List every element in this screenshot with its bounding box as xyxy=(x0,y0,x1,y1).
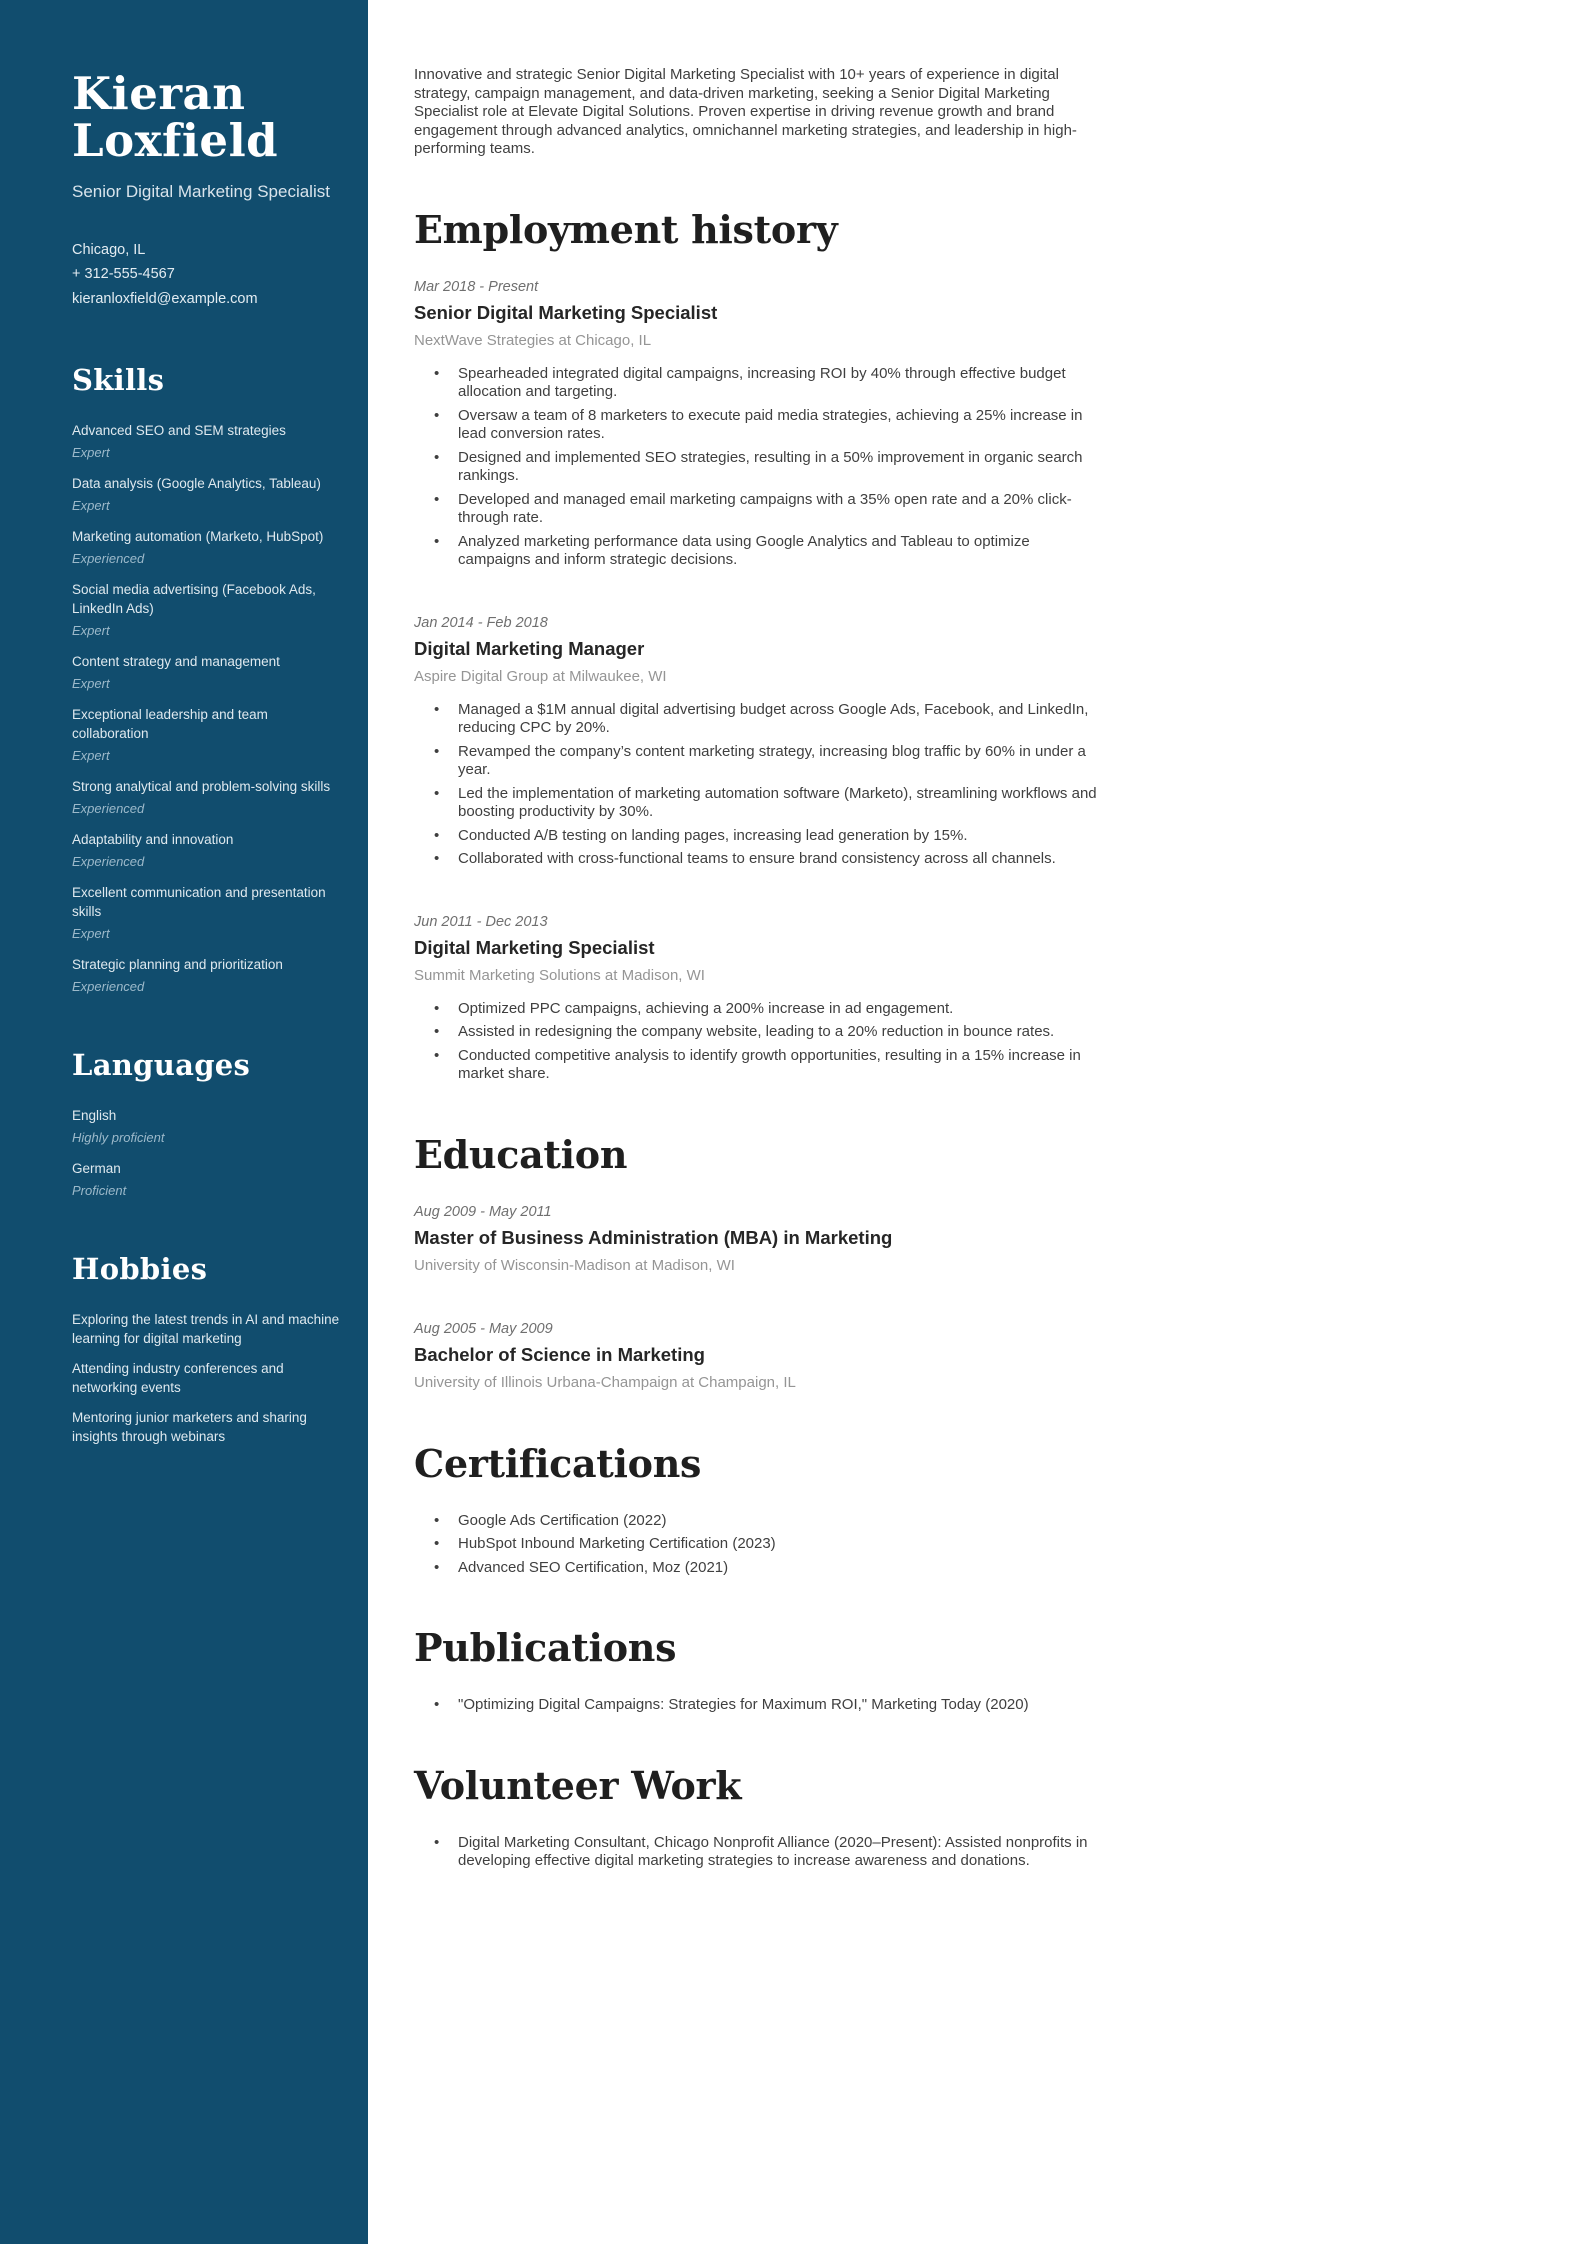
language-item xyxy=(72,1159,340,1200)
skill-level: Expert xyxy=(72,926,110,942)
hobby-item: Exploring the latest trends in AI and machine learning for digital marketing xyxy=(72,1312,340,1347)
contact-email: kieranloxfield@example.com xyxy=(72,290,258,307)
certification-item: • Google Ads Certification (2022) xyxy=(414,1512,1104,1531)
job-title: Digital Marketing Specialist xyxy=(414,936,655,958)
sidebar xyxy=(0,0,368,2244)
skill-name: Exceptional leadership and team collaboration xyxy=(72,707,268,742)
skill-name: Excellent communication and presentation skills xyxy=(72,885,326,920)
skill-level: Experienced xyxy=(72,854,145,870)
job-bullet: • Spearheaded integrated digital campaigns, increasing ROI by 40% through effective budget allocation and targeting. xyxy=(414,365,1104,402)
job-dates: Mar 2018 - Present xyxy=(414,278,539,295)
languages-heading: Languages xyxy=(72,1048,251,1083)
job-bullet: • Designed and implemented SEO strategies, resulting in a 50% improvement in organic search rankings. xyxy=(414,449,1104,486)
skill-level: Expert xyxy=(72,676,110,692)
hobbies-heading: Hobbies xyxy=(72,1252,208,1287)
employment-heading: Employment history xyxy=(414,206,838,252)
job-company: Aspire Digital Group at Milwaukee, WI xyxy=(414,667,667,685)
job-company: NextWave Strategies at Chicago, IL xyxy=(414,331,652,349)
volunteer-item: • Digital Marketing Consultant, Chicago Nonprofit Alliance (2020–Present): Assisted nonprofits in developing effective digital marketing strategies to increase awareness and donations. xyxy=(414,1834,1104,1871)
contact-block xyxy=(72,238,340,312)
publications-heading: Publications xyxy=(414,1625,677,1670)
skill-name: Adaptability and innovation xyxy=(72,832,234,848)
skill-level: Experienced xyxy=(72,551,145,567)
skill-level: Expert xyxy=(72,445,110,461)
skill-item xyxy=(72,955,340,996)
contact-phone: + 312-555-4567 xyxy=(72,266,175,283)
publication-item: • "Optimizing Digital Campaigns: Strategies for Maximum ROI," Marketing Today (2020) xyxy=(414,1696,1104,1715)
job-bullet: • Revamped the company’s content marketing strategy, increasing blog traffic by 60% in under a year. xyxy=(414,743,1104,780)
language-name: English xyxy=(72,1108,117,1124)
skill-item xyxy=(72,777,340,818)
education-degree: Bachelor of Science in Marketing xyxy=(414,1343,705,1365)
job-bullet: • Optimized PPC campaigns, achieving a 200% increase in ad engagement. xyxy=(414,1000,1104,1019)
job-entry xyxy=(414,913,1104,1084)
education-dates: Aug 2009 - May 2011 xyxy=(414,1203,552,1220)
education-school: University of Illinois Urbana-Champaign at Champaign, IL xyxy=(414,1373,796,1391)
certifications-list xyxy=(414,1512,1104,1578)
skill-name: Strong analytical and problem-solving skills xyxy=(72,779,331,795)
education-degree: Master of Business Administration (MBA) in Marketing xyxy=(414,1226,893,1248)
language-level: Highly proficient xyxy=(72,1130,165,1146)
job-company: Summit Marketing Solutions at Madison, WI xyxy=(414,966,705,984)
skill-name: Content strategy and management xyxy=(72,654,280,670)
languages-list xyxy=(72,1106,340,1200)
hobbies-list xyxy=(72,1310,340,1446)
job-bullet: • Assisted in redesigning the company website, leading to a 20% reduction in bounce rates. xyxy=(414,1023,1104,1042)
education-dates: Aug 2005 - May 2009 xyxy=(414,1320,553,1337)
education-entry xyxy=(414,1203,1104,1276)
job-bullets xyxy=(414,1000,1104,1084)
job-bullet: • Collaborated with cross-functional teams to ensure brand consistency across all channels. xyxy=(414,850,1104,869)
job-bullet: • Oversaw a team of 8 marketers to execute paid media strategies, achieving a 25% increase in lead conversion rates. xyxy=(414,407,1104,444)
skill-item xyxy=(72,883,340,943)
language-level: Proficient xyxy=(72,1183,127,1199)
job-bullet: • Analyzed marketing performance data using Google Analytics and Tableau to optimize campaigns and inform strategic decisions. xyxy=(414,533,1104,570)
certifications-heading: Certifications xyxy=(414,1440,702,1486)
professional-summary: Innovative and strategic Senior Digital Marketing Specialist with 10+ years of experience in digital strategy, campaign management, and data-driven marketing, seeking a Senior Digital Marketing Specialist role at Elevate Digital Solutions. Proven expertise in driving revenue growth and brand engagement through advanced analytics, omnichannel marketing strategies, and leadership in high-performing teams. xyxy=(414,66,1077,157)
job-bullet: • Conducted competitive analysis to identify growth opportunities, resulting in a 15% increase in market share. xyxy=(414,1047,1104,1084)
job-bullet: • Managed a $1M annual digital advertising budget across Google Ads, Facebook, and LinkedIn, reducing CPC by 20%. xyxy=(414,701,1104,738)
job-bullet: • Developed and managed email marketing campaigns with a 35% open rate and a 20% click-through rate. xyxy=(414,491,1104,528)
job-bullets xyxy=(414,701,1104,869)
skill-name: Social media advertising (Facebook Ads, LinkedIn Ads) xyxy=(72,582,316,617)
job-bullet: • Led the implementation of marketing automation software (Marketo), streamlining workflows and boosting productivity by 30%. xyxy=(414,785,1104,822)
language-item xyxy=(72,1106,340,1147)
skill-item xyxy=(72,580,340,640)
skill-item xyxy=(72,474,340,515)
skill-level: Expert xyxy=(72,498,110,514)
skill-item xyxy=(72,830,340,871)
job-title: Digital Marketing Manager xyxy=(414,637,645,659)
skill-name: Advanced SEO and SEM strategies xyxy=(72,423,286,439)
language-name: German xyxy=(72,1161,121,1177)
candidate-name xyxy=(72,67,340,168)
skill-item xyxy=(72,527,340,568)
skill-level: Experienced xyxy=(72,801,145,817)
publications-list xyxy=(414,1696,1104,1715)
job-entry xyxy=(414,278,1104,570)
skill-name: Data analysis (Google Analytics, Tableau) xyxy=(72,476,321,492)
job-dates: Jan 2014 - Feb 2018 xyxy=(414,614,548,631)
volunteer-heading: Volunteer Work xyxy=(414,1762,742,1808)
hobby-item: Attending industry conferences and networking events xyxy=(72,1361,284,1396)
skill-level: Experienced xyxy=(72,979,145,995)
volunteer-list xyxy=(414,1834,1104,1871)
candidate-first-name: Kieran xyxy=(72,67,246,120)
certification-item: • Advanced SEO Certification, Moz (2021) xyxy=(414,1559,1104,1578)
education-entry xyxy=(414,1320,1104,1393)
job-dates: Jun 2011 - Dec 2013 xyxy=(414,913,548,930)
skill-item xyxy=(72,705,340,765)
skill-name: Marketing automation (Marketo, HubSpot) xyxy=(72,529,324,545)
job-title: Senior Digital Marketing Specialist xyxy=(414,301,718,323)
education-school: University of Wisconsin-Madison at Madison, WI xyxy=(414,1256,735,1274)
skill-item xyxy=(72,652,340,693)
job-entry xyxy=(414,614,1104,869)
main-content xyxy=(368,0,1588,2244)
hobby-item: Mentoring junior marketers and sharing insights through webinars xyxy=(72,1410,307,1445)
job-bullet: • Conducted A/B testing on landing pages, increasing lead generation by 15%. xyxy=(414,827,1104,846)
candidate-title: Senior Digital Marketing Specialist xyxy=(72,181,330,201)
education-heading: Education xyxy=(414,1131,628,1177)
contact-location: Chicago, IL xyxy=(72,241,146,258)
skills-list xyxy=(72,421,340,996)
skill-item xyxy=(72,421,340,462)
skill-level: Expert xyxy=(72,748,110,764)
skills-heading: Skills xyxy=(72,363,165,398)
job-bullets xyxy=(414,365,1104,570)
certification-item: • HubSpot Inbound Marketing Certification (2023) xyxy=(414,1535,1104,1554)
skill-level: Expert xyxy=(72,623,110,639)
skill-name: Strategic planning and prioritization xyxy=(72,957,283,973)
candidate-last-name: Loxfield xyxy=(72,114,279,168)
